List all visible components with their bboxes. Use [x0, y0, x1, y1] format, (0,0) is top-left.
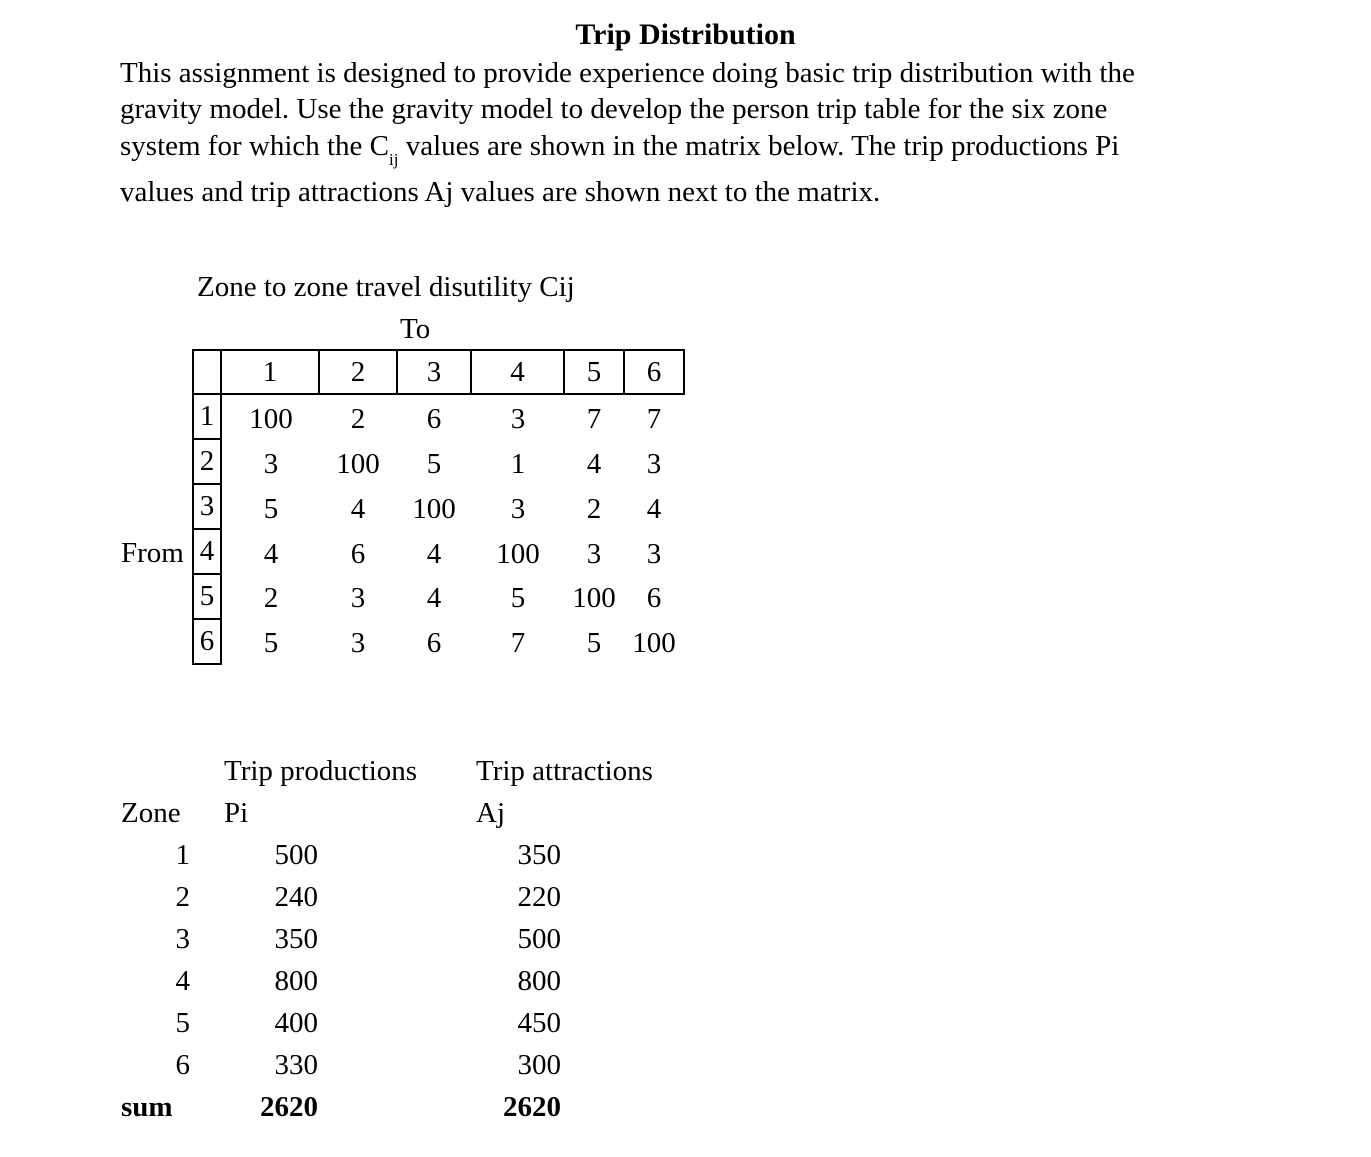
matrix-cell: 4	[426, 582, 442, 614]
page-title: Trip Distribution	[575, 18, 796, 51]
matrix-cell: 5	[263, 493, 279, 525]
matrix-cell: 2	[263, 582, 279, 614]
production-value: 400	[274, 1007, 318, 1039]
matrix-caption: Zone to zone travel disutility Cij	[197, 271, 575, 303]
row-header-4: 4	[192, 528, 222, 575]
attraction-value: 350	[517, 839, 561, 871]
attraction-value: 300	[517, 1049, 561, 1081]
matrix-cell: 3	[646, 448, 662, 480]
matrix-cell: 2	[586, 493, 602, 525]
production-value: 330	[274, 1049, 318, 1081]
zone-number: 6	[175, 1049, 190, 1081]
row-header-1: 1	[192, 393, 222, 440]
zone-number: 5	[175, 1007, 190, 1039]
matrix-cell: 4	[586, 448, 602, 480]
col-header-3: 3	[396, 349, 472, 395]
col-header-6: 6	[623, 349, 685, 395]
col-header-4: 4	[470, 349, 565, 395]
matrix-cell: 4	[426, 538, 442, 570]
matrix-cell: 7	[646, 403, 662, 435]
matrix-cell: 3	[510, 493, 526, 525]
matrix-cell: 3	[586, 538, 602, 570]
zone-number: 4	[175, 965, 190, 997]
matrix-cell: 100	[249, 403, 293, 435]
aj-label: Aj	[476, 797, 505, 829]
production-value: 350	[274, 923, 318, 955]
from-label: From	[121, 537, 184, 569]
sum-label: sum	[121, 1091, 173, 1123]
row-header-3: 3	[192, 483, 222, 530]
matrix-cell: 7	[510, 627, 526, 659]
row-header-5: 5	[192, 573, 222, 620]
attraction-value: 220	[517, 881, 561, 913]
matrix-cell: 2	[350, 403, 366, 435]
productions-header: Trip productions	[224, 755, 418, 787]
matrix-cell: 100	[632, 627, 676, 659]
matrix-cell: 5	[263, 627, 279, 659]
sum-productions: 2620	[260, 1091, 318, 1123]
matrix-cell: 6	[646, 582, 662, 614]
matrix-cell: 100	[336, 448, 380, 480]
matrix-cell: 100	[412, 493, 456, 525]
attraction-value: 500	[517, 923, 561, 955]
zone-number: 3	[175, 923, 190, 955]
matrix-cell: 3	[263, 448, 279, 480]
production-value: 500	[274, 839, 318, 871]
zone-label: Zone	[121, 797, 181, 829]
intro-line-3: system for which the $C_{ij}$ values are shown in the matrix below. The trip productions Pi	[120, 130, 1120, 169]
matrix-cell: 100	[572, 582, 616, 614]
matrix-cell: 4	[350, 493, 366, 525]
matrix-cell: 1	[510, 448, 526, 480]
col-header-1: 1	[220, 349, 320, 395]
intro-line-1: This assignment is designed to provide experience doing basic trip distribution with the	[120, 57, 1135, 89]
matrix-cell: 5	[586, 627, 602, 659]
matrix-cell: 6	[426, 627, 442, 659]
pi-label: Pi	[224, 797, 249, 829]
attractions-header: Trip attractions	[476, 755, 653, 787]
matrix-cell: 3	[510, 403, 526, 435]
zone-number: 1	[175, 839, 190, 871]
intro-line-2: gravity model. Use the gravity model to develop the person trip table for the six zone	[120, 93, 1108, 125]
attraction-value: 450	[517, 1007, 561, 1039]
production-value: 800	[274, 965, 318, 997]
row-header-2: 2	[192, 438, 222, 485]
matrix-cell: 5	[426, 448, 442, 480]
matrix-cell: 4	[263, 538, 279, 570]
zone-number: 2	[175, 881, 190, 913]
col-header-2: 2	[318, 349, 398, 395]
to-label: To	[400, 313, 431, 345]
matrix-cell: 3	[350, 582, 366, 614]
matrix-corner-cell	[192, 349, 222, 395]
attraction-value: 800	[517, 965, 561, 997]
row-header-6: 6	[192, 618, 222, 665]
matrix-cell: 4	[646, 493, 662, 525]
matrix-cell: 3	[646, 538, 662, 570]
sum-attractions: 2620	[503, 1091, 561, 1123]
matrix-cell: 100	[496, 538, 540, 570]
matrix-cell: 6	[350, 538, 366, 570]
matrix-cell: 6	[426, 403, 442, 435]
subscript-ij: ij	[389, 150, 399, 169]
matrix-cell: 5	[510, 582, 526, 614]
matrix-cell: 7	[586, 403, 602, 435]
col-header-5: 5	[563, 349, 625, 395]
matrix-cell: 3	[350, 627, 366, 659]
production-value: 240	[274, 881, 318, 913]
intro-line-4: values and trip attractions Aj values are shown next to the matrix.	[120, 176, 881, 208]
